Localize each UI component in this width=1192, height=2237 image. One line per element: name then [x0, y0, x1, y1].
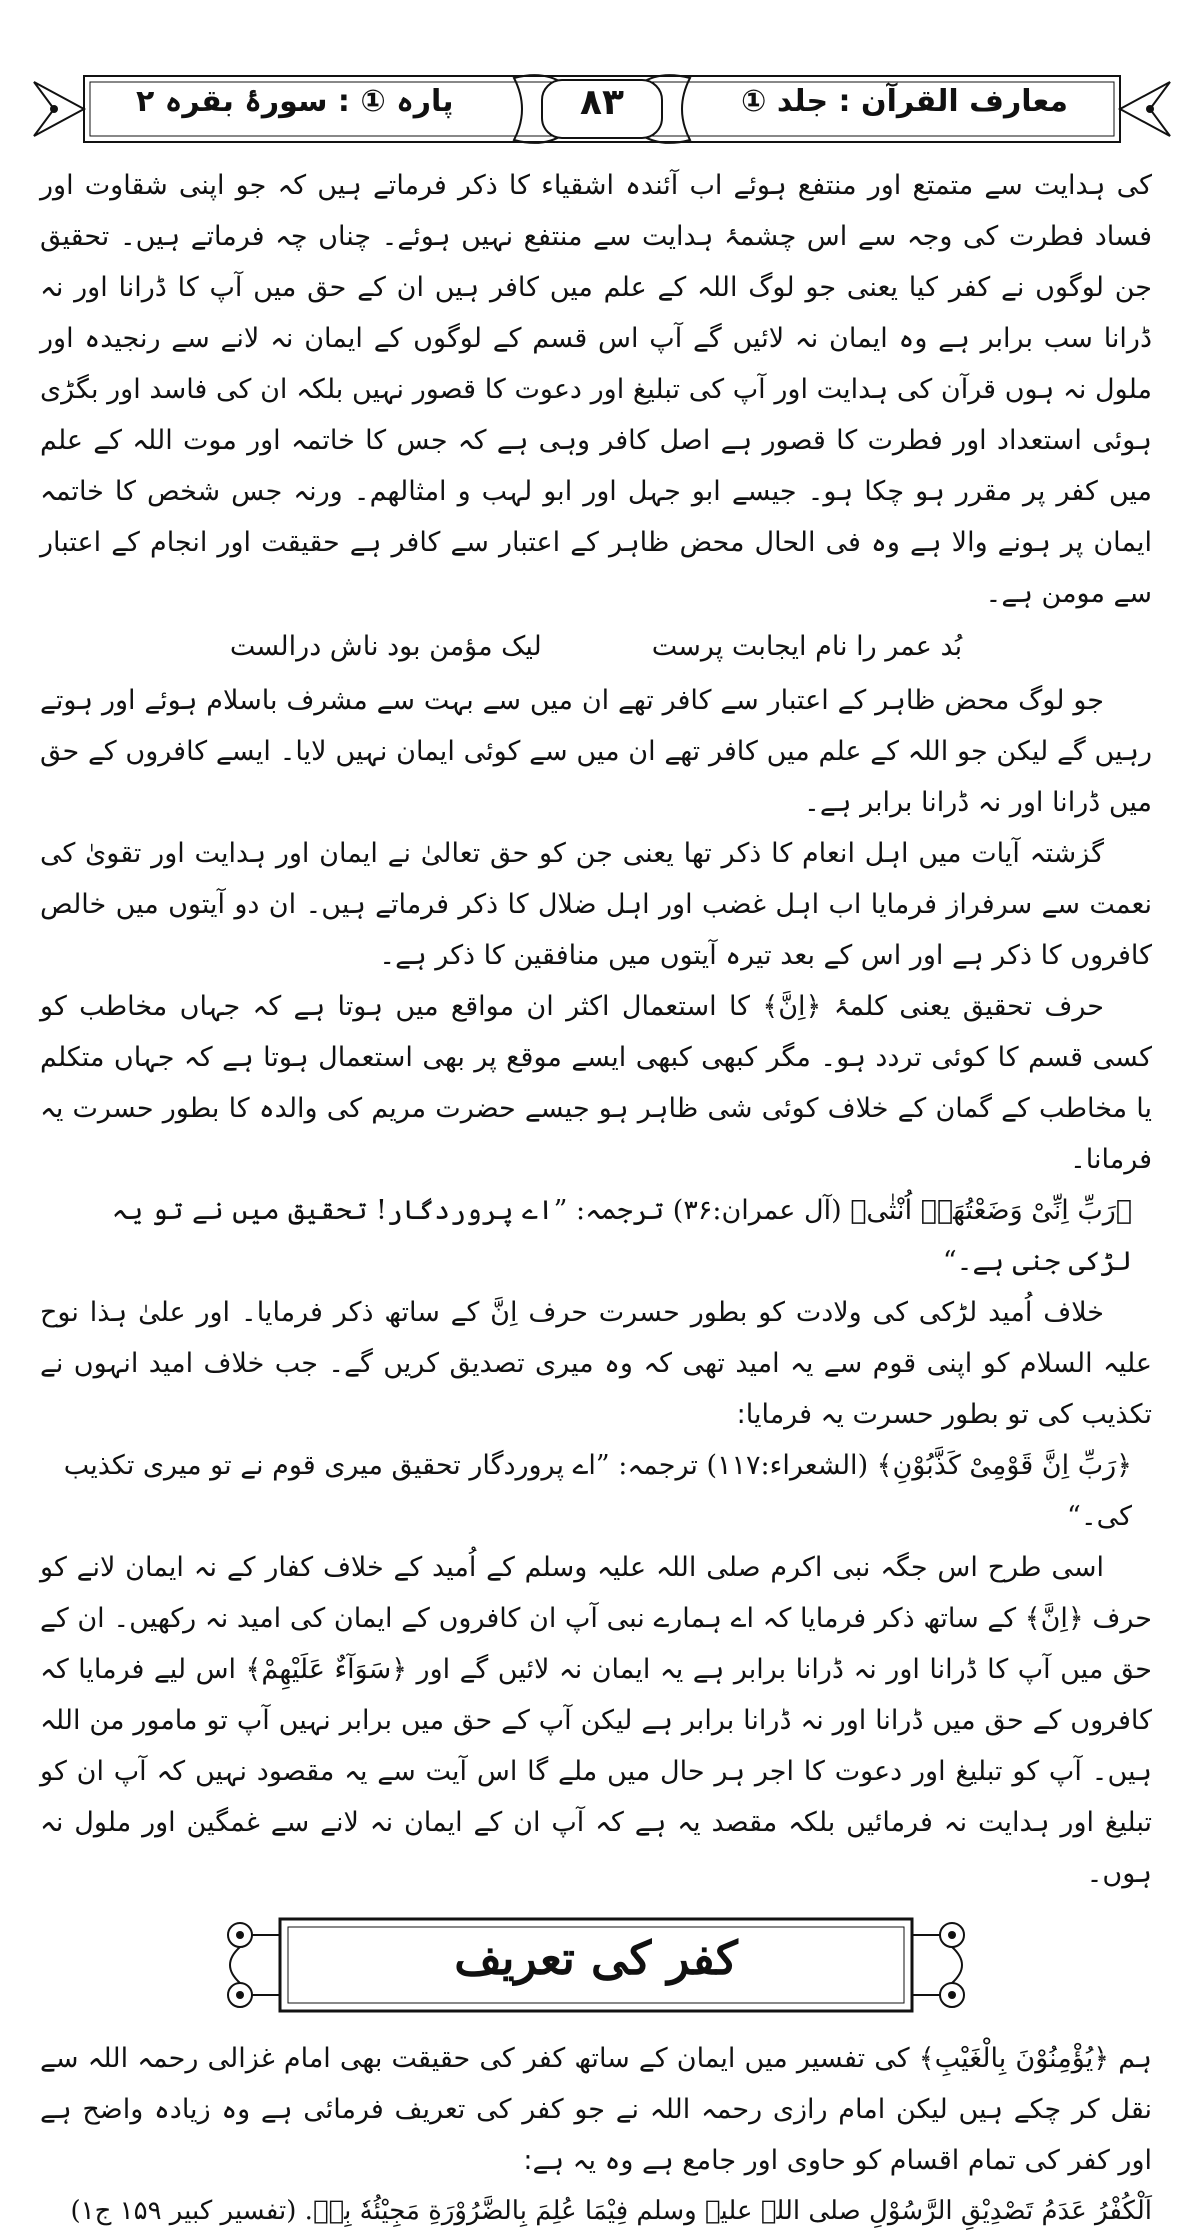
paragraph-7: ہم ﴿یُؤْمِنُوْنَ بِالْغَیْبِ﴾ کی تفسیر میں ایمان کے ساتھ کفر کی حقیقت بھی امام غزالی رحمہ اللہ سے نقل کر چکے ہیں لیکن امام رازی رحمہ اللہ نے جو کفر کی تعریف فرمائی ہے وہ زیادہ واضح ہے اور کفر کی تمام اقسام کو حاوی اور جامع ہے وہ یہ ہے: — [40, 2043, 1152, 2176]
running-header — [24, 70, 1180, 148]
verse-quote-1: ﴿رَبِّ اِنِّیْ وَضَعْتُهَاۤ اُنْثٰی﴾ (آل عمران:۳۶) ترجمہ: ”اے پروردگار! تحقیق میں نے تو یہ لڑکی جنی ہے۔“ — [111, 1195, 1132, 1277]
section-title: کفر کی تعریف — [454, 1931, 738, 1985]
book-title: معارف القرآن : جلد ① — [741, 84, 1068, 119]
paragraph-1: کی ہدایت سے متمتع اور منتفع ہوئے اب آئندہ اشقیاء کا ذکر فرماتے ہیں کہ جو اپنی شقاوت اور فساد فطرت کی وجہ سے اس چشمۂ ہدایت سے منتفع نہیں ہوئے۔ چناں چہ فرماتے ہیں۔ تحقیق جن لوگوں نے کفر کیا یعنی جو لوگ اللہ کے علم میں کافر ہیں ان کے حق میں آپ کا ڈرانا اور نہ ڈرانا سب برابر ہے وہ ایمان نہ لائیں گے آپ اس قسم کے لوگوں کے ایمان نہ لانے سے رنجیدہ اور ملول نہ ہوں قرآن کی ہدایت اور آپ کی تبلیغ اور دعوت کا قصور نہیں بلکہ ان کی فاسد اور بگڑی ہوئی استعداد اور فطرت کا قصور ہے اصل کافر وہی ہے کہ جس کا خاتمہ اور موت اللہ کے علم میں کفر پر مقرر ہو چکا ہو۔ جیسے ابو جہل اور ابو لہب و امثالھم۔ ورنہ جس شخص کا خاتمہ ایمان پر ہونے والا ہے وہ فی الحال محض ظاہر کے اعتبار سے کافر ہے حقیقت اور انجام کے اعتبار سے مومن ہے۔ — [40, 170, 1152, 609]
page-body — [40, 160, 1152, 2237]
section-reference: پارہ ① : سورۂ بقرہ ۲ — [136, 84, 454, 119]
section-heading-box — [40, 1905, 1152, 2025]
arabic-definition-quote: اَلْكُفْرُ عَدَمُ تَصْدِیْقِ الرَّسُوْلِ صلی اللہ علیہ وسلم فِیْمَا عُلِمَ بِالضَّرُوْرَةِ مَجِیْئُهٗ بِهٖ. (تفسیر کبیر ۱۵۹ ج۱) — [70, 2196, 1152, 2226]
couplet-first-half: بُد عمر را نام ایجابت پرست — [651, 631, 963, 662]
paragraph-2: جو لوگ محض ظاہر کے اعتبار سے کافر تھے ان میں سے بہت سے مشرف باسلام ہوئے اور ہوتے رہیں گے لیکن جو اللہ کے علم میں کافر تھے ان میں سے کوئی ایمان نہیں لایا۔ ایسے کافروں کے حق میں ڈرانا اور نہ ڈرانا برابر ہے۔ — [40, 685, 1152, 818]
paragraph-4: حرف تحقیق یعنی کلمۂ ﴿اِنَّ﴾ کا استعمال اکثر ان مواقع میں ہوتا ہے کہ جہاں مخاطب کو کسی قسم کا کوئی تردد ہو۔ مگر کبھی کبھی ایسے موقع پر بھی استعمال ہوتا ہے کہ جہاں متکلم یا مخاطب کے گمان کے خلاف کوئی شی ظاہر ہو جیسے حضرت مریم کی والدہ کا بطور حسرت یہ فرمانا۔ — [40, 991, 1152, 1175]
page-number: ۸۳ — [580, 82, 624, 123]
paragraph-3: گزشتہ آیات میں اہل انعام کا ذکر تھا یعنی جن کو حق تعالیٰ نے ایمان اور ہدایت اور تقویٰ کی نعمت سے سرفراز فرمایا اب اہل غضب اور اہل ضلال کا ذکر فرماتے ہیں۔ ان دو آیتوں میں خالص کافروں کا ذکر ہے اور اس کے بعد تیرہ آیتوں میں منافقین کا ذکر ہے۔ — [40, 838, 1152, 971]
paragraph-5: خلاف اُمید لڑکی کی ولادت کو بطور حسرت حرف اِنَّ کے ساتھ ذکر فرمایا۔ اور علیٰ ہذا نوح علیہ السلام کو اپنی قوم سے یہ امید تھی کہ وہ میری تصدیق کریں گے۔ جب خلاف امید انہوں نے تکذیب کی تو بطور حسرت یہ فرمایا: — [40, 1297, 1152, 1430]
paragraph-6: اسی طرح اس جگہ نبی اکرم صلی اللہ علیہ وسلم کے اُمید کے خلاف کفار کے نہ ایمان لانے کو حرف ﴿اِنَّ﴾ کے ساتھ ذکر فرمایا کہ اے ہمارے نبی آپ ان کافروں کے ایمان کی امید نہ رکھیں۔ ان کے حق میں آپ کا ڈرانا اور نہ ڈرانا برابر ہے یہ ایمان نہ لائیں گے اور ﴿سَوَآءٌ عَلَیْهِمْ﴾ اس لیے فرمایا کہ کافروں کے حق میں ڈرانا اور نہ ڈرانا برابر ہے لیکن آپ کے حق میں برابر نہیں آپ تو مامور من اللہ ہیں۔ آپ کو تبلیغ اور دعوت کا اجر ہر حال میں ملے گا اس آیت سے یہ مقصود نہیں کہ آپ ان کو تبلیغ اور ہدایت نہ فرمائیں بلکہ مقصد یہ ہے کہ آپ ان کے ایمان نہ لانے سے غمگین اور ملول نہ ہوں۔ — [40, 1552, 1152, 1889]
verse-quote-2: ﴿رَبِّ اِنَّ قَوْمِیْ كَذَّبُوْنِ﴾ (الشعراء:۱۱۷) ترجمہ: ”اے پروردگار تحقیق میری قوم نے تو میری تکذیب کی۔“ — [63, 1450, 1132, 1532]
persian-couplet — [40, 619, 1152, 675]
couplet-second-half: لیک مؤمن بود ناش درالست — [229, 631, 542, 662]
